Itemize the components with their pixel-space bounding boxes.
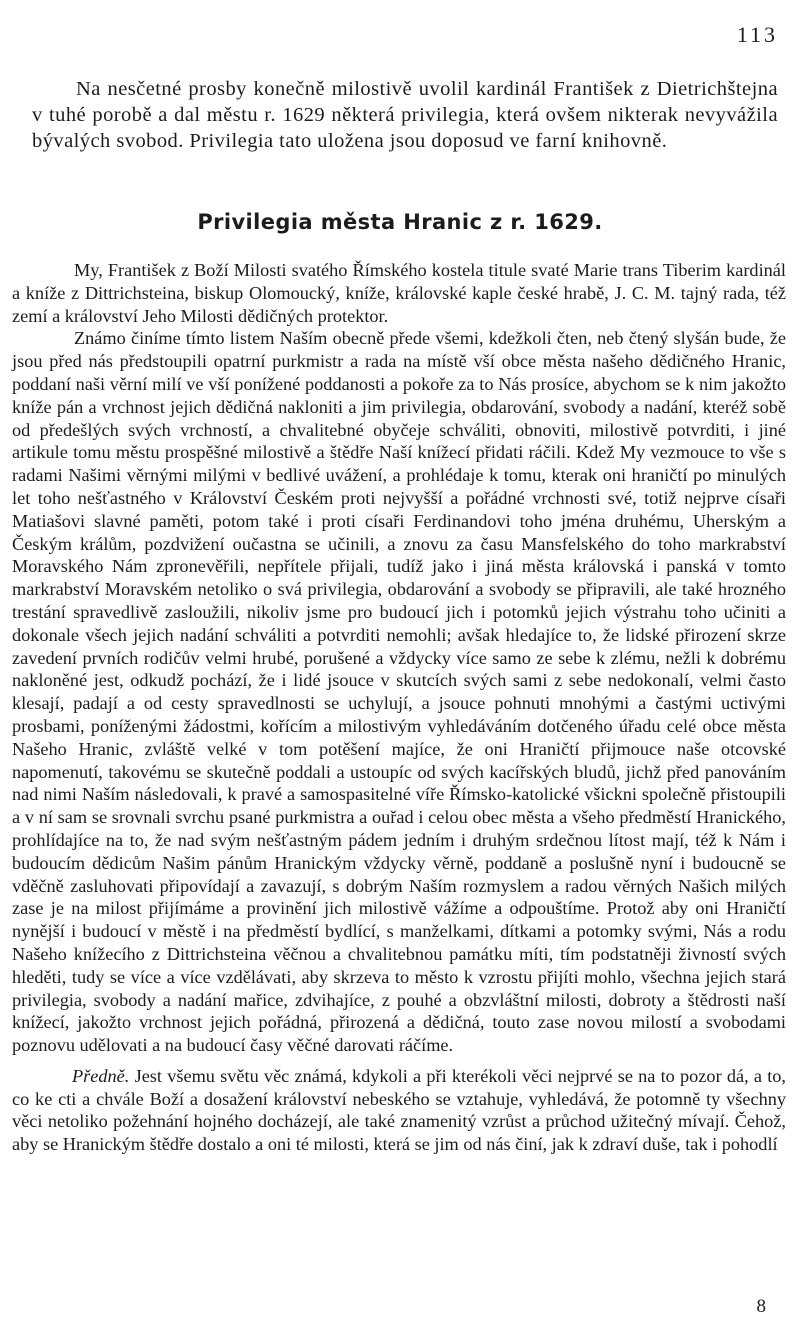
document-body (12, 259, 786, 1156)
paragraph-first-article (12, 1065, 786, 1156)
section-heading: Privilegia města Hranic z r. 1629. (197, 210, 603, 234)
paragraph-address: My, František z Boží Milosti svatého Římského kostela titule svaté Marie trans Tiberim kardinál a kníže z Dittrichsteina, biskup Olomoucký, kníže, královské kaple české hrabě, J. C. M. tajný rada, též zemí a království Jeho Milosti dědičných protektor. (12, 260, 786, 326)
paragraph-proclamation: Známo činíme tímto listem Naším obecně přede všemi, kdežkoli čten, neb čtený slyšán bude, že jsou před nás předstoupili opatrní purkmistr a rada na místě vší obce města našeho dědičného Hranic, poddaní naši věrní milí ve vší ponížené poddanosti a pokoře za to Nás prosíce, abychom se k nim jakožto kníže pán a vrchnost jejich dědičná nakloniti a jim privilegia, obdarování, svobody a nadání, kteréž sobě od předešlých svých vrchností, a chvalitebné obyčeje schváliti, obnoviti, milostivě potvrditi, i jiné artikule tomu městu prospěšné milostivě a štědře Naší knížecí přidati ráčili. Kdež My vezmouce to vše s radami Našimi věrnými milými v bedlivé uvážení, a prohlédaje k tomu, kterak oni hraničtí po minulých let toho nešťastného v Království Českém proti nejvyšší a pořádné vrchnosti své, totiž nejprve císaři Matiašovi slavné paměti, potom také i proti císaři Ferdinandovi toho jména druhému, Uherským a Českým králům, pozdvižení oučastna se učinili, a znovu za času Mansfelského do toho markrabství Moravského Nám zpronevěřili, nepřítele přijali, tudíž jako i jiná města královská i panská v tomto markrabství Moravském netoliko o svá privilegia, obdarování a svobody se připravili, ale také hrozného trestání spravedlivě zasloužili, nikoliv jsme pro budoucí jich i potomků jejich výstrahu toho učiniti a dokonale všech jejich nadání schváliti a potvrditi nemohli; avšak hledajíce to, že lidské přirození skrze zavedení prvních rodičův velmi hrubé, porušené a vždycky více samo ze sebe k zlému, nežli k dobrému nakloněné jest, odkudž pochází, že i lidé jsouce v skutcích svých sami z sebe nedokonalí, velmi často klesají, padají a od cesty spravedlnosti se uchylují, a jsouce pohnuti mnohými a častými uctivými prosbami, poníženými žádostmi, kořícím a milostivým vyhledáváním dotčeného úřadu celé obce města Našeho Hranic, zvláště velké v tom potěšení majíce, že oni Hraničtí přijmouce naše otcovské napomenutí, takovému se skutečně poddali a ustoupíc od svých kacířských bludů, jichž před panováním nad nimi Naším následovali, k pravé a samospasitelné víře Římsko-katolické všickni společně přistoupili a v ní sam se srovnali svrchu psané purkmistra a ouřad i celou obec města a všeho předměstí Hranického, prohlídajíce na to, že nad svým nešťastným pádem jedním i druhým srdečnou lítost mají, též k Nám i budoucím dědicům Našim pánům Hranickým vždycky věrně, poddaně a poslušně nyní i budoucně se vděčně zasluhovati připovídají a zavazují, s dobrým Naším rozmyslem a radou věrných Našich milých zase je na milost přijímáme a provinění jich milostivě vážíme a odpouštíme. Protož aby oni Hraničtí nynější i budoucí v městě i na předměstí bydlící, s manželkami, dítkami a potomky svými, Nás a rodu Našeho knížecího z Dittrichsteina věčnou a chvalitebnou památku míti, tím podstatněji živností svých hleděti, tudy se více a více vzdělávati, aby skrzeva to město k vzrostu přijíti mohlo, všechna jejich stará privilegia, svobody a nadání mařice, zdvihajíce, z pouhé a obzvláštní milosti, dobroty a štědrosti naší knížecí, jakožto vrchnost jejich pořádná, přirozená a dědičná, touto zase novou milostí a svobodami poznovu udělovati a na budoucí časy věčné darovati ráčíme. (12, 328, 786, 1056)
intro-paragraph: Na nesčetné prosby konečně milostivě uvolil kardinál František z Dietrichštejna v tuhé porobě a dal městu r. 1629 některá privilegia, která ovšem nikterak nevyvážila bývalých svobod. Privilegia tato uložena jsou doposud ve farní knihovně. (32, 78, 778, 152)
article-lead: Předně. (72, 1065, 130, 1086)
article-text: Jest všemu světu věc známá, kdykoli a při kterékoli věci nejprvé se na to pozor dá, a to, co ke cti a chvále Boží a dosažení království nebeského se vztahuje, vyhledává, že potomně ty všechny věci netoliko požehnání hojného docházejí, ale také znamenitý vzrůst a průchod užitečný mívají. Čehož, aby se Hranickým štědře dostalo a oni té milosti, která se jim od nás činí, jak k zdraví duše, tak i pohodlí (12, 1065, 786, 1155)
page-number: 113 (736, 22, 778, 47)
sheet-signature: 8 (756, 1296, 766, 1317)
